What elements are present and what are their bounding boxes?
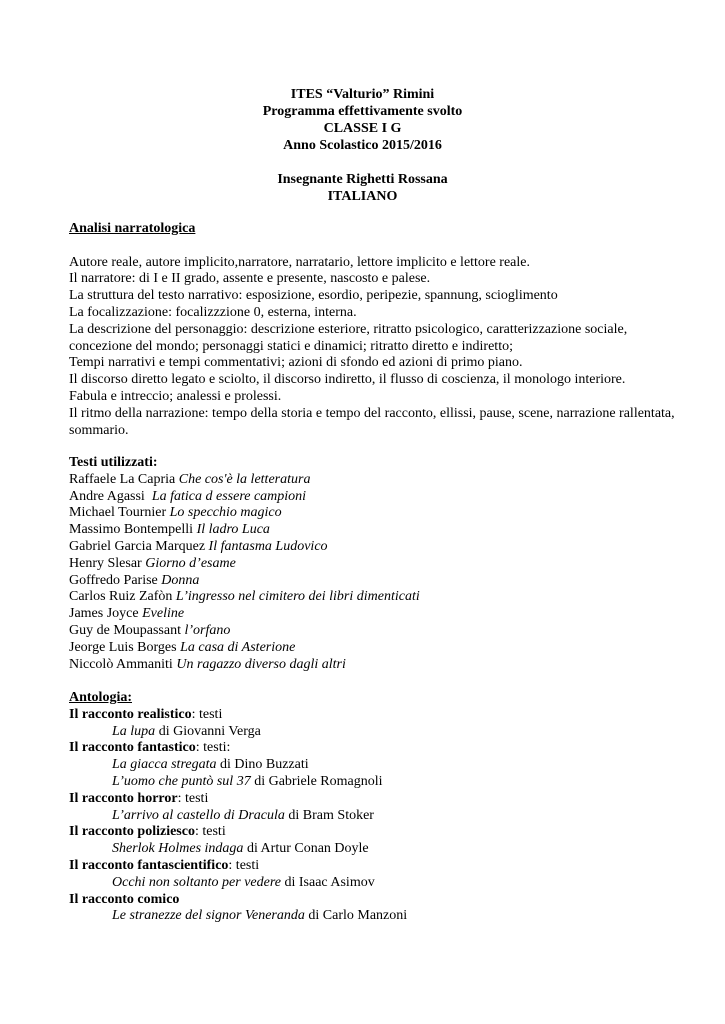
work-author: di Carlo Manzoni: [304, 908, 408, 924]
genre-suffix: : testi: [194, 824, 226, 840]
work-title: Sherlok Holmes indaga: [112, 841, 244, 857]
genre-line: [69, 824, 689, 841]
testi-item: [69, 522, 689, 539]
analisi-heading: Analisi narratologica: [69, 221, 196, 236]
testi-work: La fatica d essere campioni: [151, 488, 307, 504]
work-title: La giacca stregata: [112, 757, 217, 773]
work-author: di Gabriele Romagnoli: [250, 773, 383, 789]
anthology-work: [69, 875, 689, 892]
testi-work: Il fantasma Ludovico: [208, 538, 328, 554]
testi-author: Henry Slesar: [69, 555, 146, 571]
testi-item: [69, 606, 689, 623]
anthology-work: [69, 757, 689, 774]
testi-author: Gabriel Garcia Marquez: [69, 538, 209, 554]
testi-section: [69, 455, 689, 673]
teacher-name: Insegnante Righetti Rossana: [277, 172, 448, 187]
genre-suffix: : testi:: [195, 740, 231, 756]
work-author: di Dino Buzzati: [216, 757, 309, 773]
analisi-section: [69, 221, 689, 439]
testi-item: [69, 623, 689, 640]
anthology-work: [69, 808, 689, 825]
work-title: L’arrivo al castello di Dracula: [112, 807, 285, 823]
testi-author: Jeorge Luis Borges: [69, 639, 181, 655]
school-name: ITES “Valturio” Rimini: [290, 87, 435, 102]
testi-work: Eveline: [142, 606, 185, 622]
analisi-line: Il ritmo della narrazione: tempo della storia e tempo del racconto, ellissi, pause, scene, narrazione rallentata, sommario.: [69, 405, 675, 438]
subject-name: ITALIANO: [327, 189, 398, 204]
testi-author: Raffaele La Capria: [69, 471, 179, 487]
testi-work: Che cos'è la letteratura: [178, 471, 311, 487]
testi-author: Massimo Bontempelli: [69, 522, 197, 538]
testi-heading: Testi utilizzati:: [69, 455, 158, 470]
testi-work: Donna: [161, 572, 200, 588]
genre-line: [69, 740, 689, 757]
program-title: Programma effettivamente svolto: [262, 104, 463, 119]
testi-work: Un ragazzo diverso dagli altri: [176, 656, 346, 672]
testi-work: Lo specchio magico: [169, 505, 282, 521]
testi-item: [69, 556, 689, 573]
genre-name: Il racconto realistico: [69, 706, 192, 722]
testi-work: l’orfano: [184, 622, 231, 638]
genre-name: Il racconto horror: [69, 790, 178, 806]
genre-line: [69, 858, 689, 875]
genre-line: [69, 707, 689, 724]
anthology-work: [69, 908, 689, 925]
work-title: Occhi non soltanto per vedere: [112, 874, 281, 890]
testi-work: L’ingresso nel cimitero dei libri dimenticati: [175, 589, 420, 605]
testi-item: [69, 539, 689, 556]
testi-author: Niccolò Ammaniti: [69, 656, 177, 672]
testi-author: Michael Tournier: [69, 505, 170, 521]
genre-name: Il racconto comico: [69, 891, 180, 907]
testi-item: [69, 489, 689, 506]
genre-suffix: : testi: [177, 790, 209, 806]
testi-work: Giorno d’esame: [145, 555, 236, 571]
anthology-work: [69, 774, 689, 791]
testi-work: Il ladro Luca: [196, 522, 270, 538]
testi-author: Guy de Moupassant: [69, 622, 185, 638]
analisi-line: Il discorso diretto legato e sciolto, il discorso indiretto, il flusso di coscienza, il monologo interiore.: [69, 372, 626, 388]
analisi-line: La descrizione del personaggio: descrizione esteriore, ritratto psicologico, caratterizzazione sociale, concezione del mondo; personaggi statici e dinamici; ritratto diretto e indiretto;: [69, 321, 628, 354]
work-author: di Bram Stoker: [284, 807, 374, 823]
analisi-line: Il narratore: di I e II grado, assente e presente, nascosto e palese.: [69, 271, 431, 287]
analisi-line: La focalizzazione: focalizzzione 0, esterna, interna.: [69, 304, 357, 320]
genre-line: [69, 791, 689, 808]
work-title: Le stranezze del signor Veneranda: [112, 908, 305, 924]
work-title: L’uomo che puntò sul 37: [112, 773, 251, 789]
testi-author: Andre Agassi: [69, 488, 152, 504]
testi-author: James Joyce: [69, 606, 143, 622]
testi-author: Carlos Ruiz Zafòn: [69, 589, 176, 605]
testi-item: [69, 640, 689, 657]
genre-line: [69, 892, 689, 909]
testi-item: [69, 472, 689, 489]
genre-name: Il racconto fantastico: [69, 740, 196, 756]
analisi-line: La struttura del testo narrativo: esposizione, esordio, peripezie, spannung, scioglimento: [69, 288, 558, 304]
anthology-work: [69, 724, 689, 741]
class-label: CLASSE I G: [323, 121, 402, 136]
genre-suffix: : testi: [228, 857, 260, 873]
analisi-line: Autore reale, autore implicito,narratore, narratario, lettore implicito e lettore reale.: [69, 254, 531, 270]
work-author: di Giovanni Verga: [155, 723, 261, 739]
work-author: di Isaac Asimov: [281, 874, 375, 890]
testi-item: [69, 505, 689, 522]
analisi-line: Fabula e intreccio; analessi e prolessi.: [69, 388, 282, 404]
document-header: [0, 86, 725, 205]
testi-author: Goffredo Parise: [69, 572, 162, 588]
genre-name: Il racconto fantascientifico: [69, 857, 229, 873]
genre-suffix: : testi: [191, 706, 223, 722]
testi-item: [69, 573, 689, 590]
antologia-heading: Antologia:: [69, 690, 132, 705]
testi-item: [69, 657, 689, 674]
anthology-work: [69, 841, 689, 858]
testi-work: La casa di Asterione: [180, 639, 296, 655]
genre-name: Il racconto poliziesco: [69, 824, 195, 840]
work-title: La lupa: [112, 723, 156, 739]
work-author: di Artur Conan Doyle: [243, 841, 369, 857]
antologia-section: [69, 690, 689, 925]
testi-item: [69, 589, 689, 606]
school-year: Anno Scolastico 2015/2016: [283, 138, 442, 153]
analisi-line: Tempi narrativi e tempi commentativi; azioni di sfondo ed azioni di primo piano.: [69, 355, 523, 371]
